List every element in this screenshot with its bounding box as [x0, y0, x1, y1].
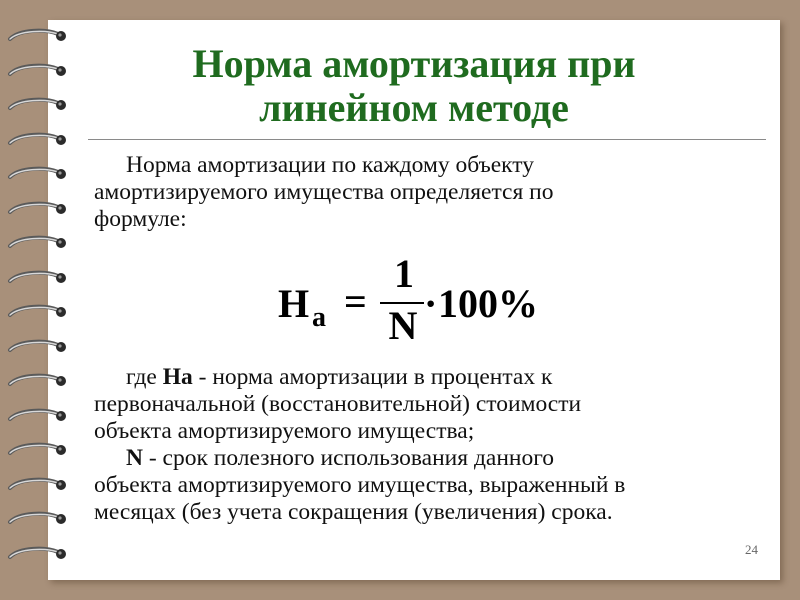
formula-equals: =: [344, 279, 367, 324]
page-number: 24: [745, 542, 758, 557]
definition-term-n: N: [126, 445, 143, 471]
spiral-ring-icon: [6, 96, 68, 114]
definition-line-4: [94, 445, 756, 472]
spiral-ring-icon: [6, 27, 68, 45]
formula-lhs: Н: [278, 281, 310, 326]
spiral-ring-icon: [6, 303, 68, 321]
formula-lhs-subscript: а: [312, 302, 326, 333]
formula-numerator: 1: [394, 251, 414, 296]
title-divider: [88, 139, 766, 140]
definition-line-6: месяцах (без учета сокращения (увеличения) срока.: [94, 499, 613, 525]
intro-line-1: Норма амортизации по каждому объекту: [126, 152, 534, 178]
spiral-ring-icon: [6, 407, 68, 425]
definition-ha-text: - норма амортизации в процентах к: [192, 364, 553, 390]
spiral-ring-icon: [6, 545, 68, 563]
definition-line-2: первоначальной (восстановительной) стоимости: [94, 391, 582, 417]
slide-title: [88, 42, 740, 130]
intro-paragraph: [94, 152, 756, 233]
formula-multiply-dot: ·: [424, 281, 438, 326]
definition-line-5: объекта амортизируемого имущества, выраженный в: [94, 472, 626, 498]
spiral-ring-icon: [6, 510, 68, 528]
spiral-ring-icon: [6, 372, 68, 390]
spiral-ring-icon: [6, 62, 68, 80]
spiral-ring-icon: [6, 234, 68, 252]
spiral-ring-icon: [6, 338, 68, 356]
definitions-paragraph: [94, 364, 756, 526]
definition-n-text: - срок полезного использования данного: [142, 445, 555, 471]
spiral-ring-icon: [6, 476, 68, 494]
slide-page: [48, 20, 780, 580]
title-line-1: Норма амортизация при: [192, 41, 636, 86]
spiral-ring-icon: [6, 269, 68, 287]
spiral-ring-icon: [6, 441, 68, 459]
definition-term-ha: На: [162, 364, 193, 390]
formula-multiplier: 100%: [438, 281, 538, 326]
spiral-ring-icon: [6, 165, 68, 183]
definition-line-3: объекта амортизируемого имущества;: [94, 418, 475, 444]
formula-denominator: N: [388, 303, 418, 348]
spiral-ring-icon: [6, 131, 68, 149]
intro-line-2: амортизируемого имущества определяется по: [94, 179, 554, 205]
definition-line-1: [94, 364, 756, 391]
intro-line-3: формуле:: [94, 206, 187, 232]
spiral-ring-icon: [6, 200, 68, 218]
depreciation-formula: [278, 250, 578, 360]
title-line-2: линейном методе: [259, 85, 569, 130]
definition-prefix: где: [126, 364, 163, 390]
